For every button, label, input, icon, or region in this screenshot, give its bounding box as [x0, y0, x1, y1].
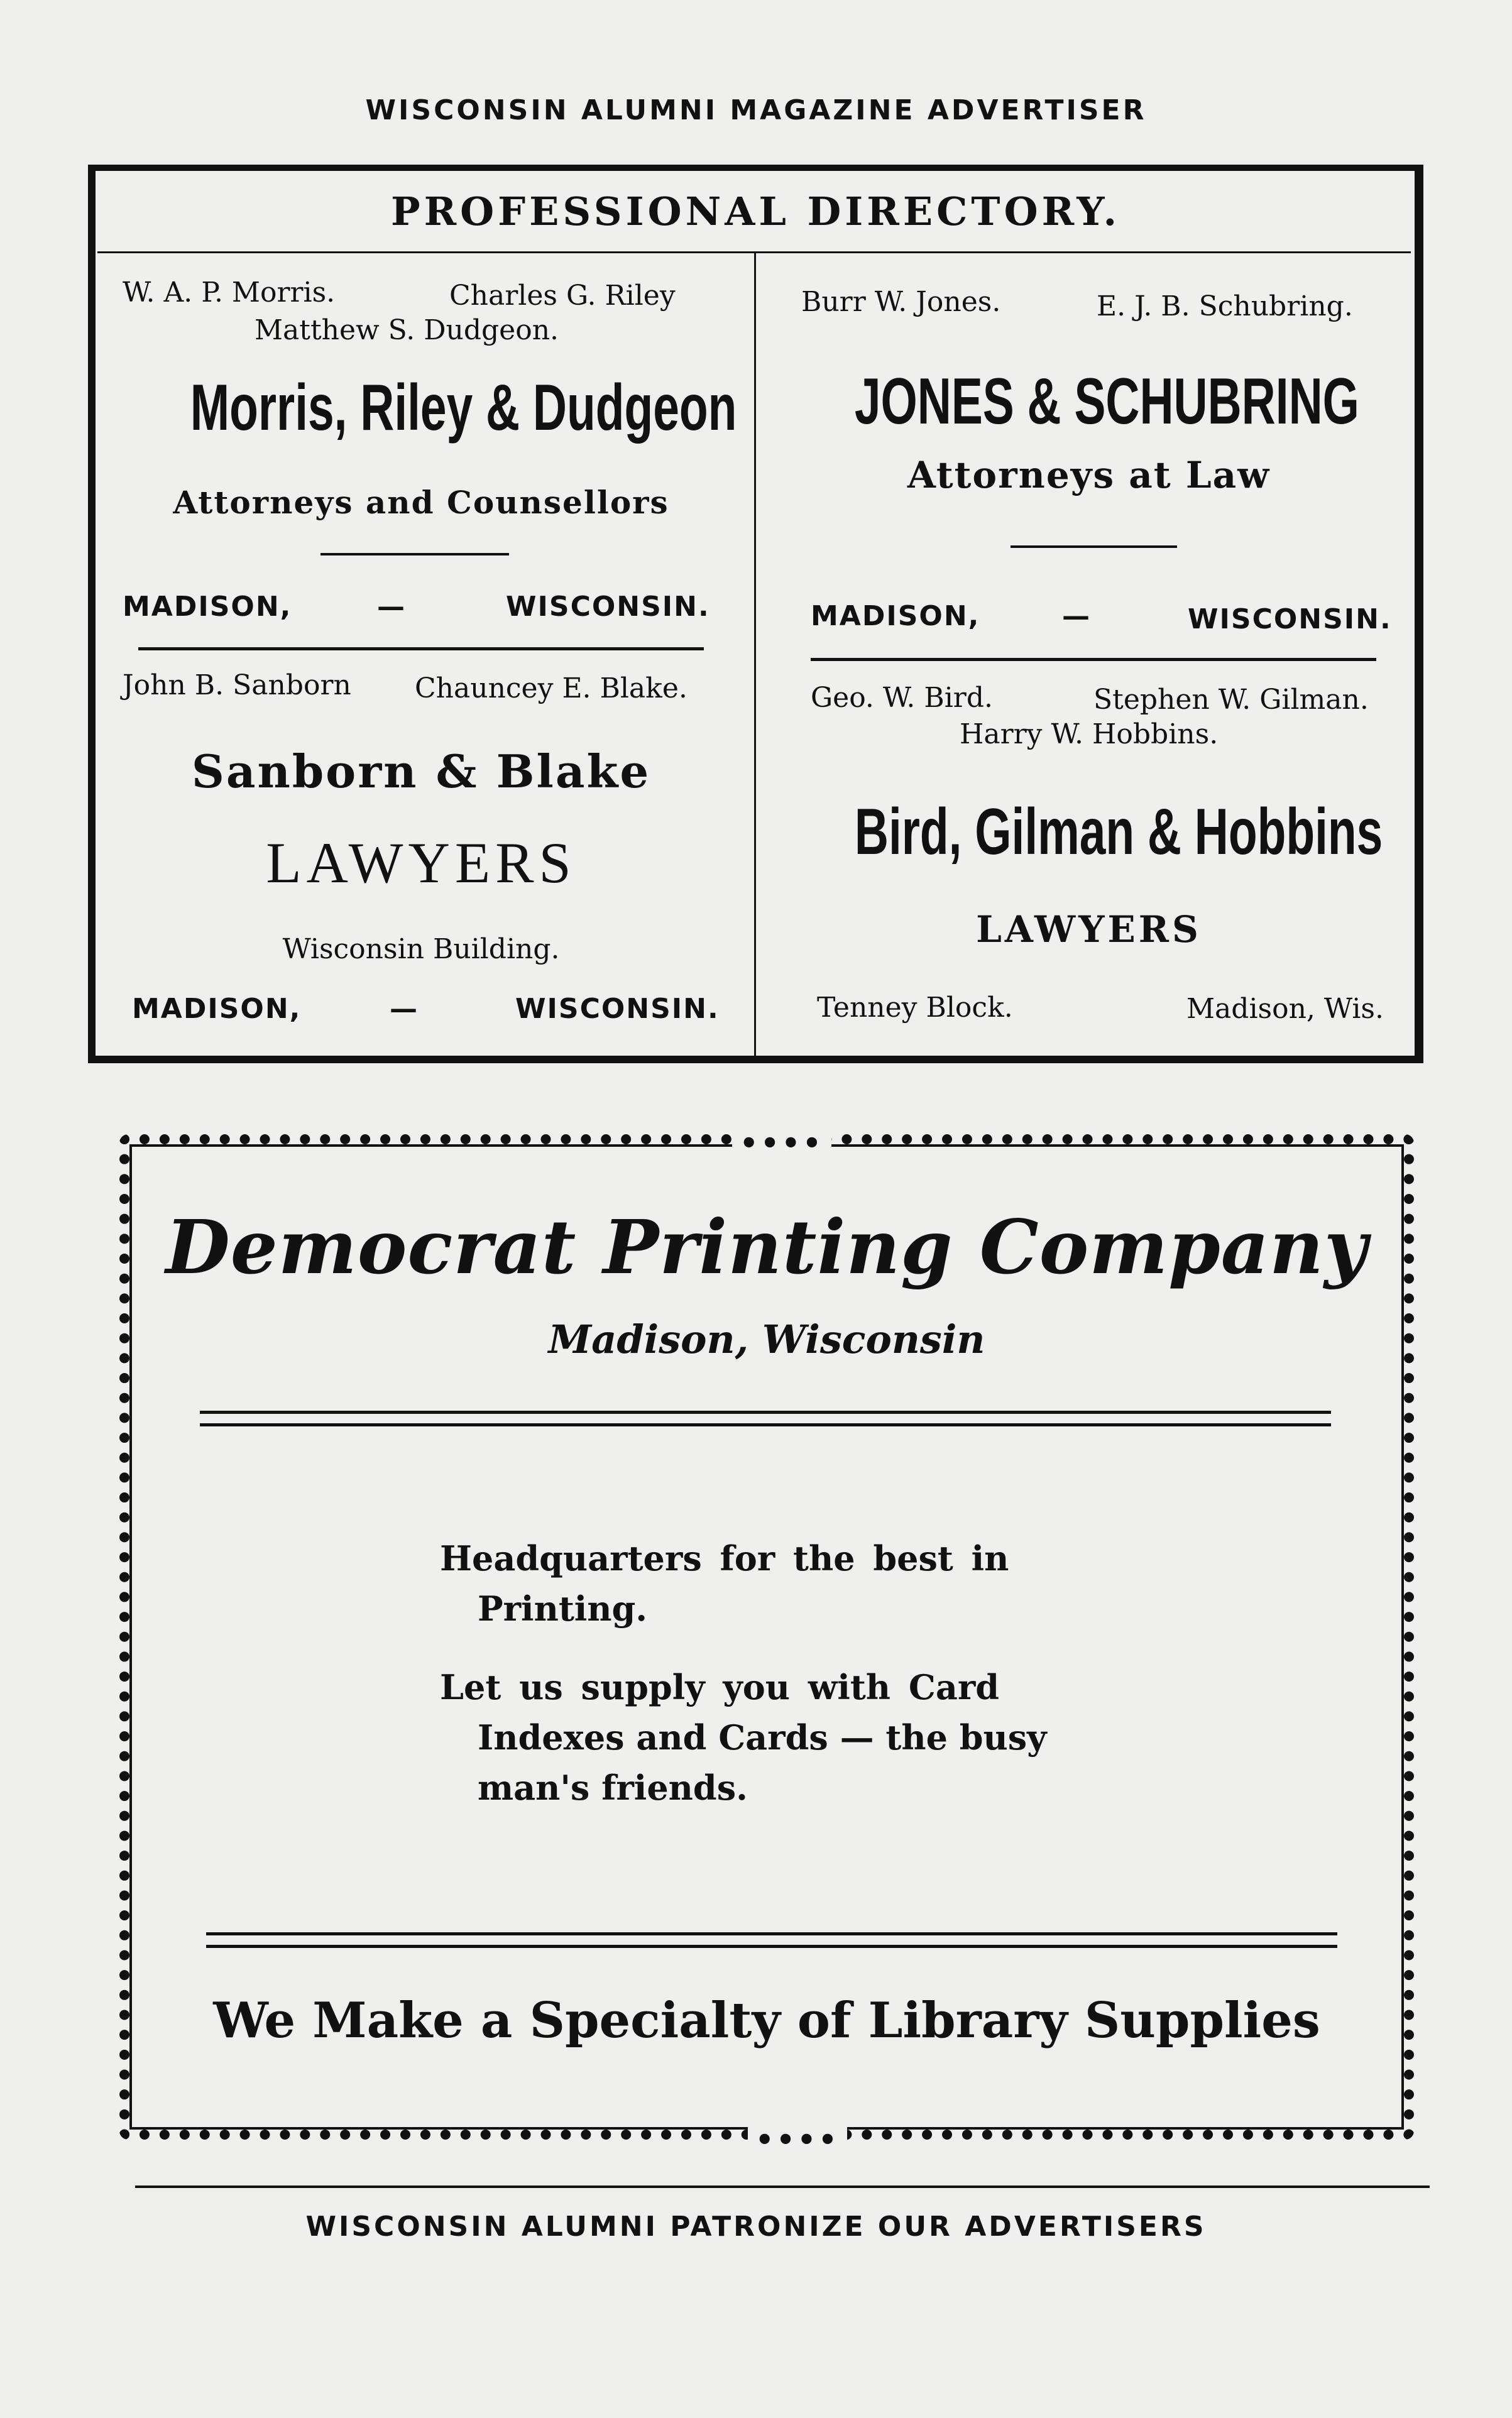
morris-state: WISCONSIN.	[506, 591, 710, 623]
bird-address: Tenney Block.	[817, 992, 1013, 1024]
morris-dash: —	[377, 591, 405, 623]
directory-title: PROFESSIONAL DIRECTORY.	[390, 189, 1121, 234]
ad-top-rule-1	[200, 1411, 1331, 1414]
dudgeon-name: Matthew S. Dudgeon.	[255, 314, 559, 346]
ad-paragraph-1-line-1: Headquarters for the best in	[440, 1538, 1009, 1578]
ad-paragraph-2-line-2: Indexes and Cards — the busy	[478, 1717, 1047, 1758]
sanborn-name: John B. Sanborn	[123, 669, 351, 701]
page-footer: WISCONSIN ALUMNI PATRONIZE OUR ADVERTISERS	[305, 2211, 1207, 2243]
ad-paragraph-1-line-2: Printing.	[478, 1589, 648, 1629]
bird-city: Madison, Wis.	[1186, 993, 1384, 1025]
morris-name: W. A. P. Morris.	[123, 276, 336, 309]
morris-short-rule	[320, 553, 509, 555]
ad-bottom-rule-2	[206, 1945, 1337, 1948]
morris-firm-name: Morris, Riley & Dudgeon	[190, 371, 737, 444]
hobbins-name: Harry W. Hobbins.	[960, 718, 1219, 750]
gilman-name: Stephen W. Gilman.	[1093, 684, 1369, 716]
ad-top-rule-2	[200, 1423, 1331, 1426]
schubring-name: E. J. B. Schubring.	[1097, 290, 1353, 322]
blake-name: Chauncey E. Blake.	[415, 672, 688, 704]
jones-firm-name: JONES & SCHUBRING	[854, 365, 1359, 438]
footer-rule	[135, 2186, 1430, 2188]
jones-short-rule	[1011, 545, 1177, 548]
sanborn-city: MADISON,	[132, 993, 302, 1025]
morris-city: MADISON,	[123, 591, 292, 623]
jones-state: WISCONSIN.	[1188, 603, 1392, 635]
left-section-divider	[138, 647, 704, 650]
sanborn-state: WISCONSIN.	[515, 993, 720, 1025]
bird-name: Geo. W. Bird.	[811, 682, 993, 714]
top-ornament: ••••	[732, 1126, 831, 1160]
riley-name: Charles G. Riley	[449, 280, 676, 312]
page-header: WISCONSIN ALUMNI MAGAZINE ADVERTISER	[365, 94, 1147, 126]
ad-bottom-rule-1	[206, 1932, 1337, 1935]
right-section-divider	[811, 658, 1376, 661]
ad-specialty-line: We Make a Specialty of Library Supplies	[213, 1992, 1320, 2049]
jones-city: MADISON,	[811, 600, 980, 632]
column-divider	[754, 253, 756, 1060]
morris-subtitle: Attorneys and Counsellors	[173, 484, 669, 521]
jones-name: Burr W. Jones.	[801, 286, 1001, 318]
ad-paragraph-2-line-3: man's friends.	[478, 1768, 748, 1808]
jones-subtitle: Attorneys at Law	[907, 454, 1271, 496]
ad-paragraph-2-line-1: Let us supply you with Card	[440, 1667, 1000, 1707]
company-name: Democrat Printing Company	[165, 1203, 1368, 1291]
bottom-ornament: ••••	[748, 2123, 847, 2157]
sanborn-subtitle: LAWYERS	[266, 831, 576, 895]
jones-dash: —	[1062, 600, 1090, 632]
company-location: Madison, Wisconsin	[548, 1316, 985, 1362]
printing-ad-inner-frame	[129, 1144, 1404, 2130]
bird-subtitle: LAWYERS	[976, 908, 1202, 951]
bird-firm-name: Bird, Gilman & Hobbins	[854, 796, 1383, 868]
sanborn-firm-name: Sanborn & Blake	[191, 745, 651, 798]
sanborn-dash: —	[390, 993, 417, 1025]
sanborn-address: Wisconsin Building.	[282, 933, 560, 965]
